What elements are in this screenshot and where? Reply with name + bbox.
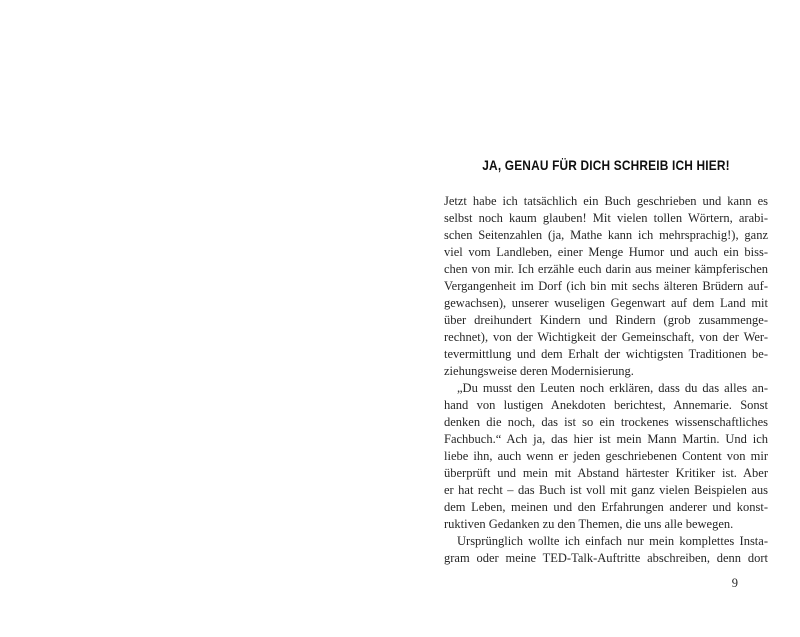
text-line: Jetzt habe ich tatsächlich ein Buch geschrieben und kann es (444, 194, 768, 208)
text-line: „Du musst den Leuten noch erklären, dass du das alles an- (457, 381, 768, 395)
text-line: gram oder meine TED-Talk-Auftritte abschreiben, denn dort (444, 551, 768, 565)
text-line: ruktiven Gedanken zu den Themen, die uns alle bewegen. (444, 517, 734, 531)
text-line: Vergangenheit im Dorf (ich bin mit sechs älteren Brüdern auf- (444, 279, 768, 293)
text-column (444, 156, 768, 567)
page-number: 9 (731, 576, 738, 590)
body-text (444, 193, 768, 567)
text-line: ziehungsweise deren Modernisierung. (444, 364, 634, 378)
text-line: rechnet), von der Wichtigkeit der Gemeinschaft, von der Wer- (444, 330, 768, 344)
text-line: selbst noch kaum glauben! Mit vielen tollen Wörtern, arabi- (444, 211, 768, 225)
text-line: schen Seitenzahlen (ja, Mathe kann ich mehrsprachig!), ganz (444, 228, 768, 242)
text-line: überprüft und mein mit Abstand härtester Kritiker ist. Aber (444, 466, 768, 480)
text-line: liebe ihn, auch wenn er jeden geschriebenen Content von mir (444, 449, 768, 463)
text-line: tevermittlung und dem Erhalt der wichtigsten Traditionen be- (444, 347, 768, 361)
text-line: Ursprünglich wollte ich einfach nur mein komplettes Insta- (457, 534, 768, 548)
text-line: denken die noch, das ist so ein trockenes wissenschaftliches (444, 415, 768, 429)
text-line: dem Leben, meinen und den Erfahrungen anderer und konst- (444, 500, 768, 514)
text-line: viel vom Landleben, einer Menge Humor und auch ein biss- (444, 245, 768, 259)
text-line: hand von lustigen Anekdoten berichtest, Annemarie. Sonst (444, 398, 768, 412)
chapter-heading: JA, GENAU FÜR DICH SCHREIB ICH HIER! (482, 157, 730, 173)
text-line: er hat recht – das Buch ist voll mit ganz vielen Beispielen aus (444, 483, 768, 497)
text-line: chen von mir. Ich erzähle euch darin aus meiner kämpferischen (444, 262, 768, 276)
text-line: über dreihundert Kindern und Rindern (grob zusammenge- (444, 313, 768, 327)
text-line: Fachbuch.“ Ach ja, das hier ist mein Mann Martin. Und ich (444, 432, 768, 446)
text-line: gewachsen), unserer wuseligen Gegenwart auf dem Land mit (444, 296, 768, 310)
